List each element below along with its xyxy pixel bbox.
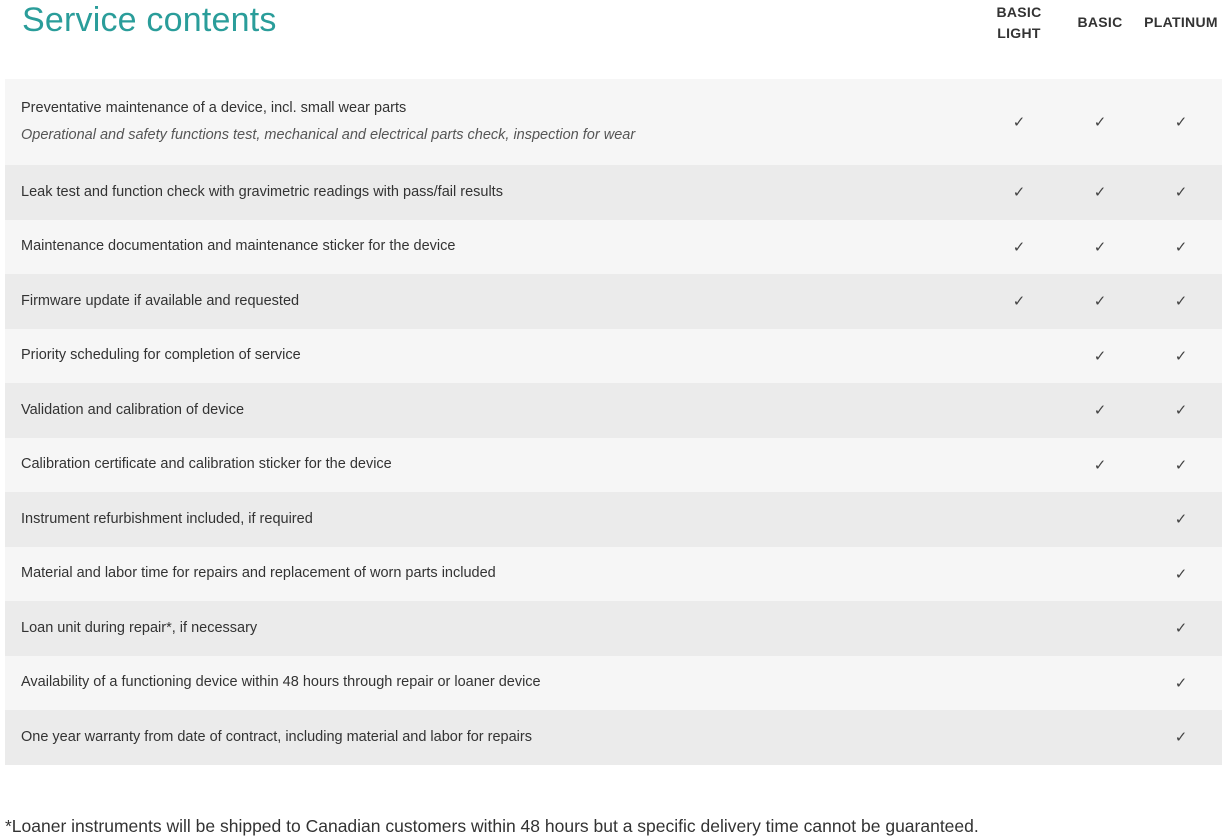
check-icon-basic-light: ✓	[1012, 238, 1026, 256]
service-description	[21, 438, 392, 493]
check-icon-basic: ✓	[1093, 347, 1107, 365]
service-label: One year warranty from date of contract, including material and labor for repairs	[21, 728, 532, 745]
service-description	[21, 492, 313, 547]
service-description	[21, 165, 503, 220]
service-description	[21, 274, 299, 329]
table-row	[5, 274, 1222, 329]
check-icon-platinum: ✓	[1174, 511, 1188, 529]
service-description	[21, 79, 635, 165]
service-label: Firmware update if available and requested	[21, 292, 300, 309]
footnote: *Loaner instruments will be shipped to Canadian customers within 48 hours but a specific delivery time cannot be guaranteed.	[5, 816, 979, 836]
service-table	[5, 79, 1222, 765]
check-icon-basic: ✓	[1093, 293, 1107, 311]
table-row	[5, 329, 1222, 384]
table-row	[5, 220, 1222, 275]
table-row	[5, 165, 1222, 220]
table-row	[5, 79, 1222, 165]
table-row	[5, 438, 1222, 493]
table-row	[5, 656, 1222, 711]
check-icon-platinum: ✓	[1174, 184, 1188, 202]
table-row	[5, 492, 1222, 547]
check-icon-basic-light: ✓	[1012, 184, 1026, 202]
check-icon-basic: ✓	[1093, 456, 1107, 474]
check-icon-basic-light: ✓	[1012, 114, 1026, 131]
check-icon-platinum: ✓	[1174, 565, 1188, 583]
check-icon-platinum: ✓	[1174, 674, 1188, 692]
page-title: Service contents	[22, 1, 277, 39]
check-icon-basic-light: ✓	[1012, 293, 1026, 311]
check-icon-basic: ✓	[1093, 184, 1107, 202]
service-description	[21, 601, 257, 656]
column-header-platinum: PLATINUM	[1144, 14, 1218, 30]
check-icon-platinum: ✓	[1174, 347, 1188, 365]
service-description	[21, 220, 455, 275]
table-row	[5, 383, 1222, 438]
service-description	[21, 329, 301, 384]
service-description	[21, 656, 541, 711]
check-icon-platinum: ✓	[1174, 402, 1188, 420]
column-header-basic-light: BASIC LIGHT	[996, 4, 1042, 41]
service-label: Validation and calibration of device	[21, 401, 245, 418]
service-label: Material and labor time for repairs and replacement of worn parts included	[21, 565, 496, 582]
check-icon-platinum: ✓	[1174, 293, 1188, 311]
service-description	[21, 710, 532, 765]
service-description	[21, 547, 496, 602]
service-label: Instrument refurbishment included, if required	[21, 510, 313, 527]
service-description	[21, 383, 244, 438]
service-label: Calibration certificate and calibration sticker for the device	[21, 456, 392, 473]
check-icon-platinum: ✓	[1174, 238, 1188, 256]
service-label: Preventative maintenance of a device, incl. small wear parts	[21, 100, 407, 116]
table-row	[5, 710, 1222, 765]
check-icon-platinum: ✓	[1174, 620, 1188, 638]
service-label: Priority scheduling for completion of service	[21, 347, 301, 364]
service-label: Availability of a functioning device within 48 hours through repair or loaner device	[21, 674, 541, 691]
column-header-basic: BASIC	[1077, 14, 1123, 30]
service-label: Loan unit during repair*, if necessary	[21, 619, 258, 636]
check-icon-platinum: ✓	[1174, 729, 1188, 747]
service-label: Leak test and function check with gravimetric readings with pass/fail results	[21, 183, 503, 200]
table-row	[5, 547, 1222, 602]
check-icon-basic: ✓	[1093, 402, 1107, 420]
service-label: Maintenance documentation and maintenance sticker for the device	[21, 238, 456, 255]
service-sublabel: Operational and safety functions test, mechanical and electrical parts check, inspection for wear	[21, 127, 636, 143]
check-icon-platinum: ✓	[1174, 456, 1188, 474]
check-icon-platinum: ✓	[1174, 114, 1188, 131]
check-icon-basic: ✓	[1093, 238, 1107, 256]
table-row	[5, 601, 1222, 656]
check-icon-basic: ✓	[1093, 114, 1107, 131]
